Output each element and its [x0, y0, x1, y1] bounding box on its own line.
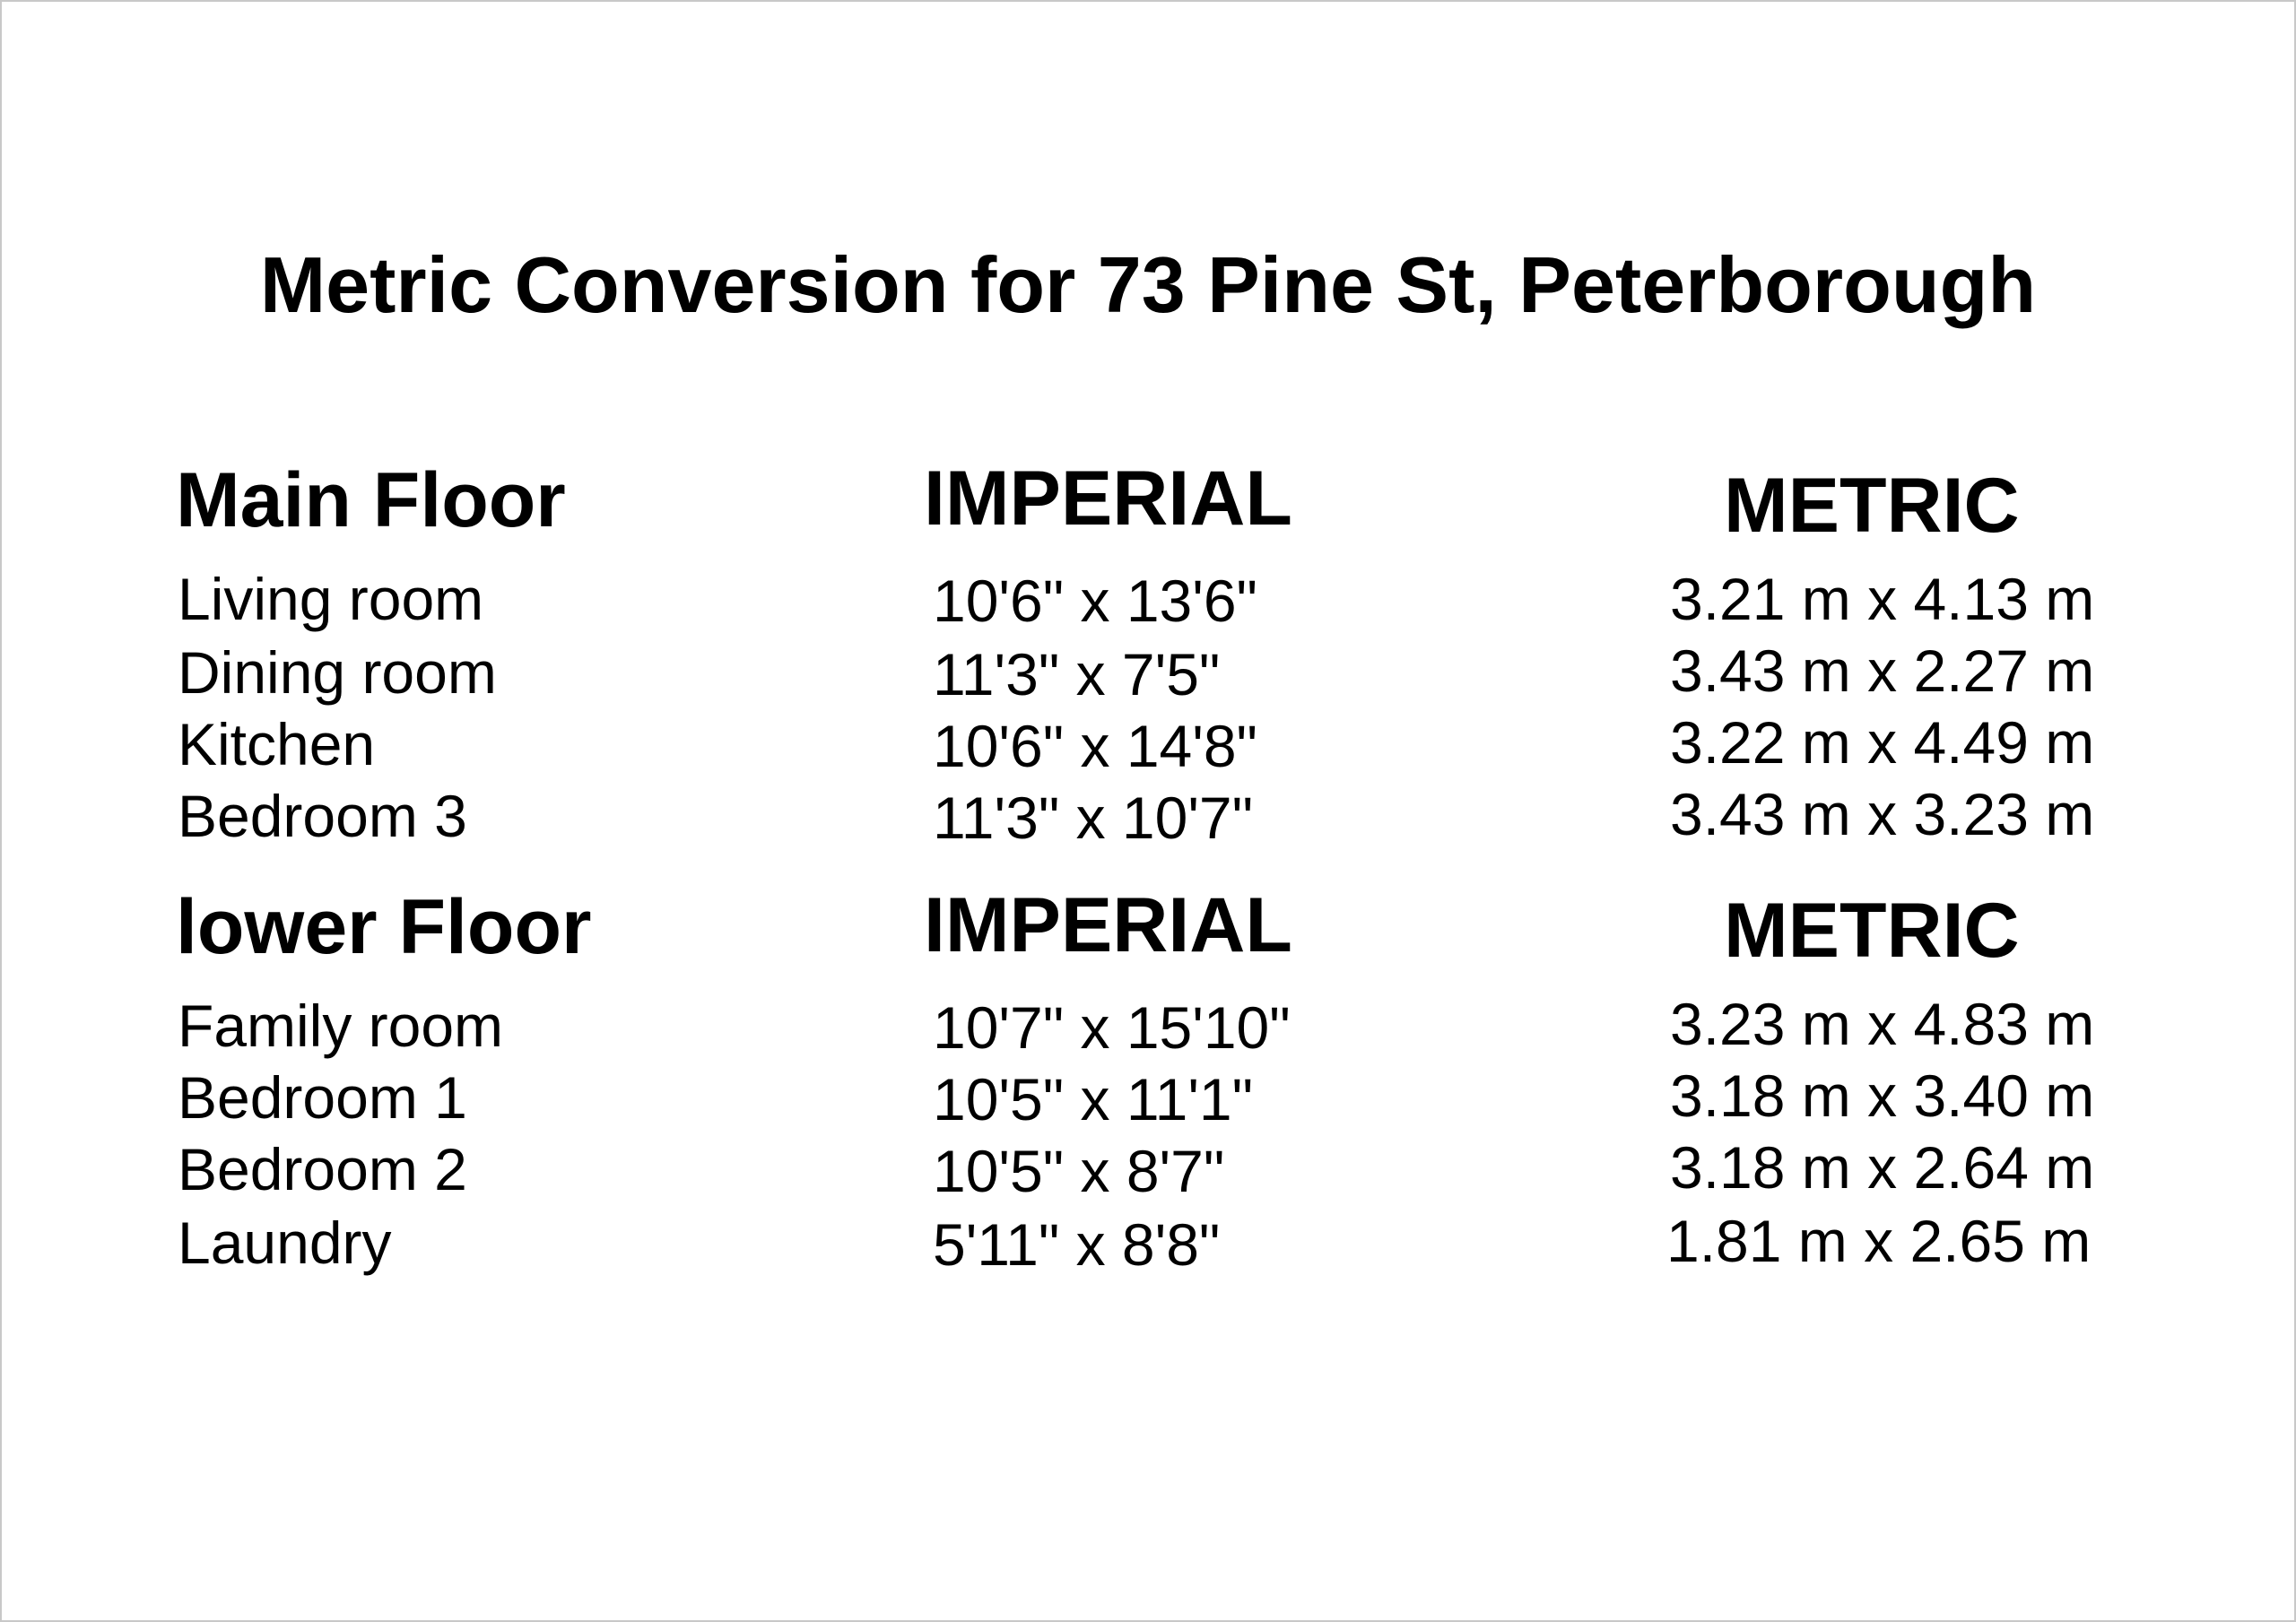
imperial-dimension: 10'6" x 13'6" — [933, 568, 1257, 634]
main-floor-heading: Main Floor — [176, 457, 566, 543]
room-name: Bedroom 1 — [178, 1064, 467, 1131]
lower-floor-metric-heading: METRIC — [1724, 888, 2020, 974]
room-name: Kitchen — [178, 711, 376, 777]
imperial-dimension: 11'3" x 7'5" — [933, 641, 1221, 707]
metric-dimension: 3.22 m x 4.49 m — [1670, 709, 2095, 776]
imperial-dimension: 10'5" x 8'7" — [933, 1138, 1225, 1204]
metric-dimension: 3.18 m x 3.40 m — [1670, 1063, 2095, 1129]
room-name: Living room — [178, 566, 484, 632]
metric-dimension: 3.43 m x 2.27 m — [1670, 638, 2095, 704]
lower-floor-heading: lower Floor — [176, 884, 592, 970]
metric-dimension: 3.18 m x 2.64 m — [1670, 1134, 2095, 1201]
room-name: Laundry — [178, 1210, 392, 1276]
metric-dimension: 3.23 m x 4.83 m — [1670, 991, 2095, 1057]
main-floor-metric-heading: METRIC — [1724, 463, 2020, 549]
imperial-dimension: 10'6" x 14'8" — [933, 713, 1257, 779]
imperial-dimension: 10'5" x 11'1" — [933, 1066, 1254, 1132]
room-name: Bedroom 2 — [178, 1136, 467, 1202]
room-name: Bedroom 3 — [178, 783, 467, 849]
room-name: Family room — [178, 993, 504, 1059]
main-floor-imperial-heading: IMPERIAL — [924, 455, 1292, 542]
imperial-dimension: 5'11" x 8'8" — [933, 1211, 1221, 1278]
lower-floor-imperial-heading: IMPERIAL — [924, 882, 1292, 968]
imperial-dimension: 10'7" x 15'10" — [933, 994, 1291, 1061]
page-title: Metric Conversion for 73 Pine St, Peterborough — [259, 240, 2037, 329]
imperial-dimension: 11'3" x 10'7" — [933, 785, 1254, 851]
metric-dimension: 3.43 m x 3.23 m — [1670, 781, 2095, 847]
metric-dimension: 3.21 m x 4.13 m — [1670, 566, 2095, 632]
metric-dimension: 1.81 m x 2.65 m — [1666, 1208, 2092, 1274]
room-name: Dining room — [178, 639, 497, 706]
